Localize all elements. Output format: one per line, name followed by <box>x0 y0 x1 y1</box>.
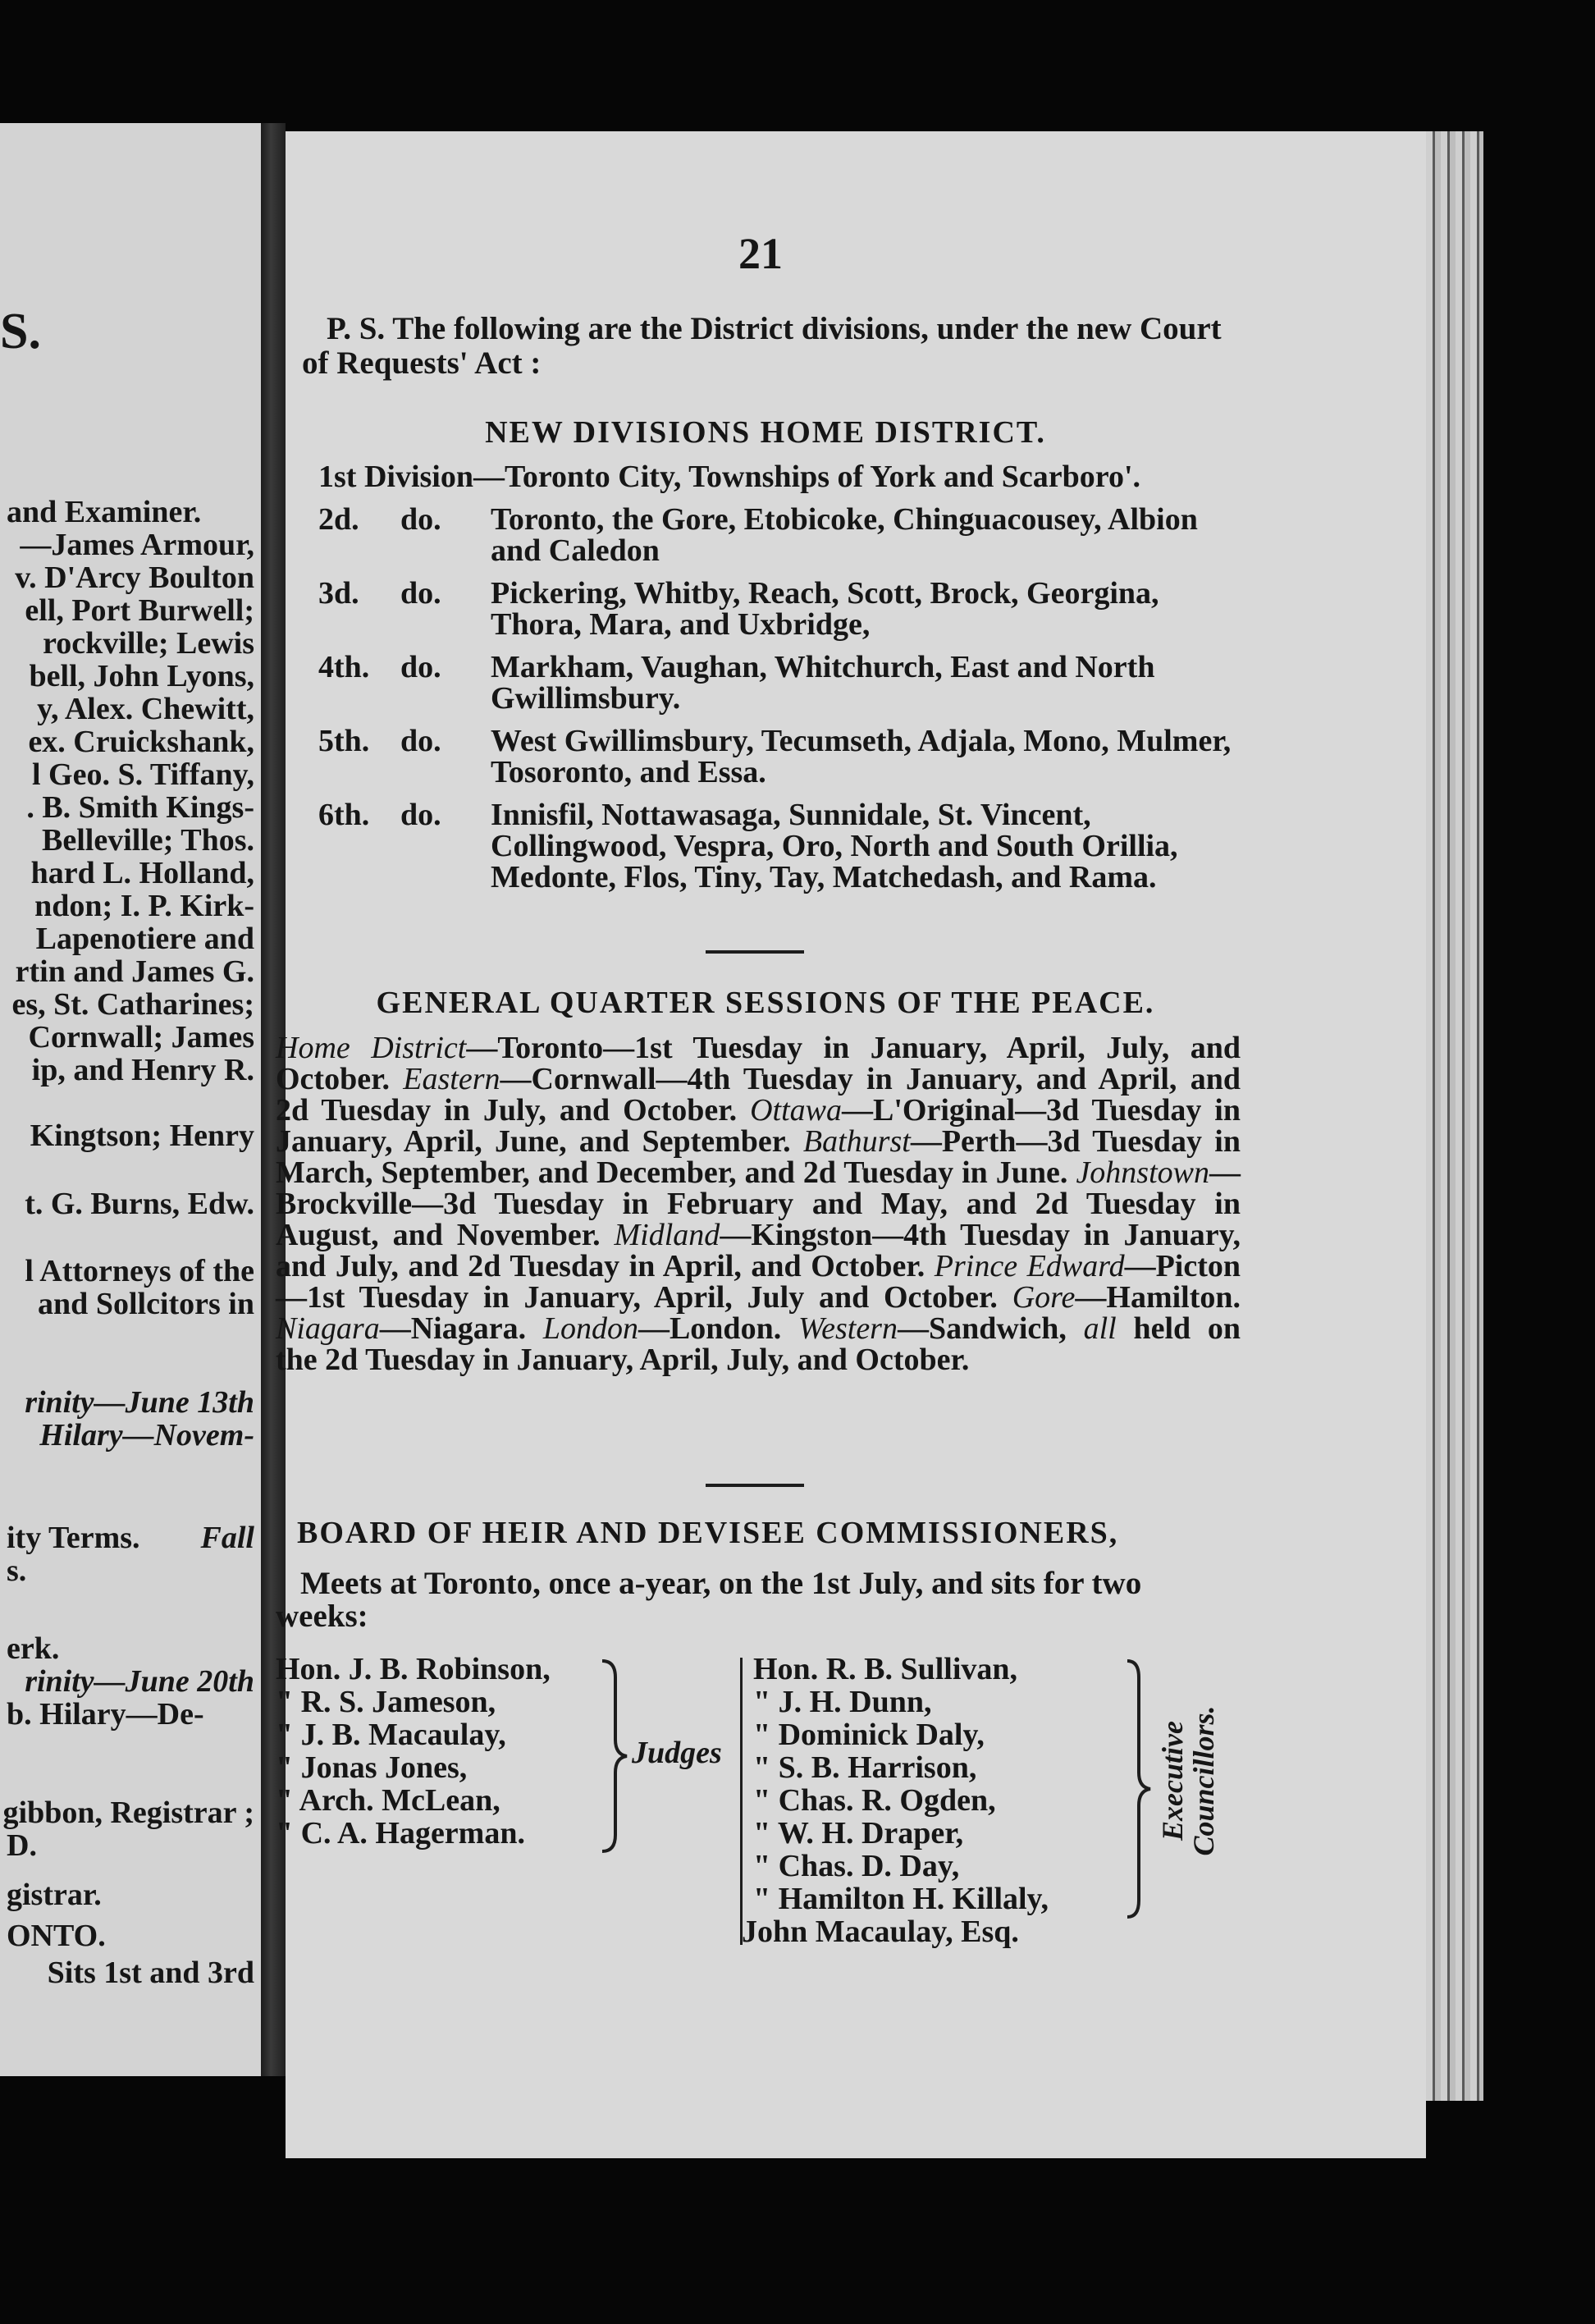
left-page-line: ell, Port Burwell; <box>25 593 254 628</box>
division-row <box>318 461 1237 504</box>
division-row <box>318 504 1237 578</box>
left-page-line: rinity—June 13th <box>25 1385 254 1420</box>
division-row <box>318 652 1237 725</box>
left-page-line: Fall <box>200 1521 254 1555</box>
judge-name: " J. B. Macaulay, <box>276 1718 506 1752</box>
judge-name: " Jonas Jones, <box>276 1750 468 1785</box>
page-number: 21 <box>738 229 783 278</box>
division-places: West Gwillimsbury, Tecumseth, Adjala, Mono, Mulmer, Tosoronto, and Essa. <box>491 724 1232 789</box>
district-name: Home District <box>276 1031 467 1065</box>
division-ditto: do. <box>400 576 441 611</box>
councillors-brace-icon <box>1124 1658 1157 1920</box>
sessions-paragraph <box>276 1032 1241 1375</box>
left-page-line: v. D'Arcy Boulton <box>15 560 254 595</box>
left-page-line: l Geo. S. Tiffany, <box>32 757 254 792</box>
judge-name: Hon. J. B. Robinson, <box>276 1652 551 1686</box>
left-page-line: —James Armour, <box>20 528 254 562</box>
left-page-line: and Sollcitors in <box>38 1287 254 1321</box>
left-page-line: bell, John Lyons, <box>29 659 254 693</box>
left-page-line: Belleville; Thos. <box>42 823 254 858</box>
section-rule <box>706 950 804 954</box>
left-page-line: . B. Smith Kings- <box>26 790 254 825</box>
district-name: Midland <box>614 1218 720 1252</box>
left-page-line: rockville; Lewis <box>43 626 254 661</box>
session-text: —Sandwich, <box>897 1311 1067 1346</box>
session-text: —London. <box>638 1311 782 1346</box>
column-divider <box>740 1658 743 1945</box>
sessions-heading: GENERAL QUARTER SESSIONS OF THE PEACE. <box>376 986 1155 1020</box>
left-page-line: and Examiner. <box>7 495 202 529</box>
left-page-line: gibbon, Registrar ; <box>2 1796 254 1830</box>
left-page-line: ex. Cruickshank, <box>28 725 254 759</box>
division-row <box>318 578 1237 652</box>
councillor-name: " S. B. Harrison, <box>753 1750 977 1785</box>
district-name: Eastern <box>403 1062 500 1096</box>
judge-name: " R. S. Jameson, <box>276 1685 496 1719</box>
division-places: Innisfil, Nottawasaga, Sunnidale, St. Vincent, Collingwood, Vespra, Oro, North and South Orillia, Medonte, Flos, Tiny, Tay, Matchedash, and Rama. <box>491 798 1178 894</box>
divisions-heading: NEW DIVISIONS HOME DISTRICT. <box>485 415 1046 450</box>
left-page-line: Hilary—Novem- <box>39 1418 254 1452</box>
division-ditto: do. <box>400 502 441 537</box>
left-page-line: rinity—June 20th <box>25 1664 254 1699</box>
district-name: London <box>542 1311 638 1346</box>
session-text: —Cornwall—4th Tuesday in January, and April, and 2d Tuesday in July, and October. <box>276 1062 1241 1128</box>
division-number: 6th. <box>318 798 370 832</box>
session-text: —Toronto—1st Tuesday in January, April, July, and October. <box>276 1031 1241 1096</box>
left-page-line: Lapenotiere and <box>35 922 254 956</box>
district-name: Bathurst <box>802 1124 911 1159</box>
division-places: Toronto, the Gore, Etobicoke, Chinguacousey, Albion and Caledon <box>491 502 1198 568</box>
left-page-line: es, St. Catharines; <box>11 987 254 1022</box>
left-page-line: gistrar. <box>7 1878 102 1912</box>
session-text: —Kingston—4th Tuesday in January, and July, and 2d Tuesday in April, and October. <box>276 1218 1241 1283</box>
left-page-letter: S. <box>0 304 41 359</box>
councillor-name: " J. H. Dunn, <box>753 1685 932 1719</box>
councillor-name: " Dominick Daly, <box>753 1718 985 1752</box>
councillor-name: " Hamilton H. Killaly, <box>753 1882 1049 1916</box>
board-heading: BOARD OF HEIR AND DEVISEE COMMISSIONERS, <box>297 1516 1119 1550</box>
section-rule <box>706 1484 804 1487</box>
district-name: Gore <box>1012 1280 1076 1315</box>
left-page-line: ity Terms. <box>7 1521 140 1555</box>
division-places: —Toronto City, Townships of York and Scarboro'. <box>473 460 1140 494</box>
district-name: Ottawa <box>750 1093 842 1128</box>
session-text: —Perth—3d Tuesday in March, September, and December, and 2d Tuesday in June. <box>276 1124 1241 1190</box>
district-name: Johnstown <box>1076 1155 1209 1190</box>
board-intro: Meets at Toronto, once a-year, on the 1st July, and sits for two weeks: <box>276 1566 1142 1634</box>
division-places: Pickering, Whitby, Reach, Scott, Brock, Georgina, Thora, Mara, and Uxbridge, <box>491 576 1159 642</box>
left-page-line: y, Alex. Chewitt, <box>37 692 254 726</box>
left-page-line: s. <box>7 1553 27 1588</box>
left-page-line: rtin and James G. <box>15 954 254 989</box>
councillor-name: " Chas. R. Ogden, <box>753 1783 996 1818</box>
division-ditto: do. <box>400 798 441 832</box>
left-page-line: ONTO. <box>7 1919 106 1953</box>
district-name: Western <box>798 1311 898 1346</box>
division-number: 4th. <box>318 650 370 684</box>
left-page-line: hard L. Holland, <box>30 856 254 890</box>
division-row <box>318 799 1237 904</box>
councillor-name: John Macaulay, Esq. <box>742 1915 1019 1949</box>
judges-label: Judges <box>632 1736 722 1770</box>
left-page-line: Sits 1st and 3rd <box>47 1956 254 1990</box>
page-edges <box>1426 131 1483 2101</box>
division-number: 3d. <box>318 576 359 611</box>
councillor-name: Hon. R. B. Sullivan, <box>753 1652 1018 1686</box>
division-number: 5th. <box>318 724 370 758</box>
judges-list <box>276 1653 551 1850</box>
division-row <box>318 725 1237 799</box>
left-page-fragment <box>0 123 261 2076</box>
divisions-table <box>318 461 1237 904</box>
judges-brace-icon <box>597 1658 630 1855</box>
councillors-list <box>742 1652 1049 1949</box>
councillor-name: " W. H. Draper, <box>753 1816 964 1851</box>
left-page-line: ndon; I. P. Kirk- <box>34 889 254 923</box>
left-page-line: l Attorneys of the <box>25 1254 254 1288</box>
session-text: —Hamilton. <box>1075 1280 1241 1315</box>
left-page-line: Cornwall; James <box>28 1020 254 1054</box>
left-page-line: erk. <box>7 1631 60 1666</box>
division-number: 2d. <box>318 502 359 537</box>
judge-name: " C. A. Hagerman. <box>276 1816 525 1851</box>
intro-paragraph: P. S. The following are the District divisions, under the new Court of Requests' Act : <box>302 311 1222 381</box>
councillors-label: Executive Councillors. <box>1156 1705 1220 1856</box>
session-text: —Picton—1st Tuesday in January, April, July and October. <box>276 1249 1241 1315</box>
division-places: Markham, Vaughan, Whitchurch, East and North Gwillimsbury. <box>491 650 1155 716</box>
councillor-name: " Chas. D. Day, <box>753 1849 960 1883</box>
district-name: Prince Edward <box>934 1249 1125 1283</box>
left-page-line: t. G. Burns, Edw. <box>25 1187 254 1221</box>
judge-name: " Arch. McLean, <box>276 1783 500 1818</box>
division-number: 1st Division <box>318 460 473 494</box>
division-ditto: do. <box>400 650 441 684</box>
left-page-line: D. <box>7 1828 37 1863</box>
left-page-line: ip, and Henry R. <box>31 1053 254 1087</box>
district-name: Niagara <box>276 1311 380 1346</box>
session-text: held on the 2d Tuesday in January, April, July, and October. <box>276 1311 1241 1377</box>
division-cell <box>318 461 1237 504</box>
left-page-line: Kingtson; Henry <box>30 1119 254 1153</box>
emphasis-all: all <box>1083 1311 1117 1346</box>
session-text: —L'Original—3d Tuesday in January, April, June, and September. <box>276 1093 1241 1159</box>
session-text: —Brockville—3d Tuesday in February and May, and 2d Tuesday in August, and November. <box>276 1155 1241 1252</box>
session-text: —Niagara. <box>379 1311 527 1346</box>
division-ditto: do. <box>400 724 441 758</box>
left-page-line: b. Hilary—De- <box>7 1697 204 1732</box>
